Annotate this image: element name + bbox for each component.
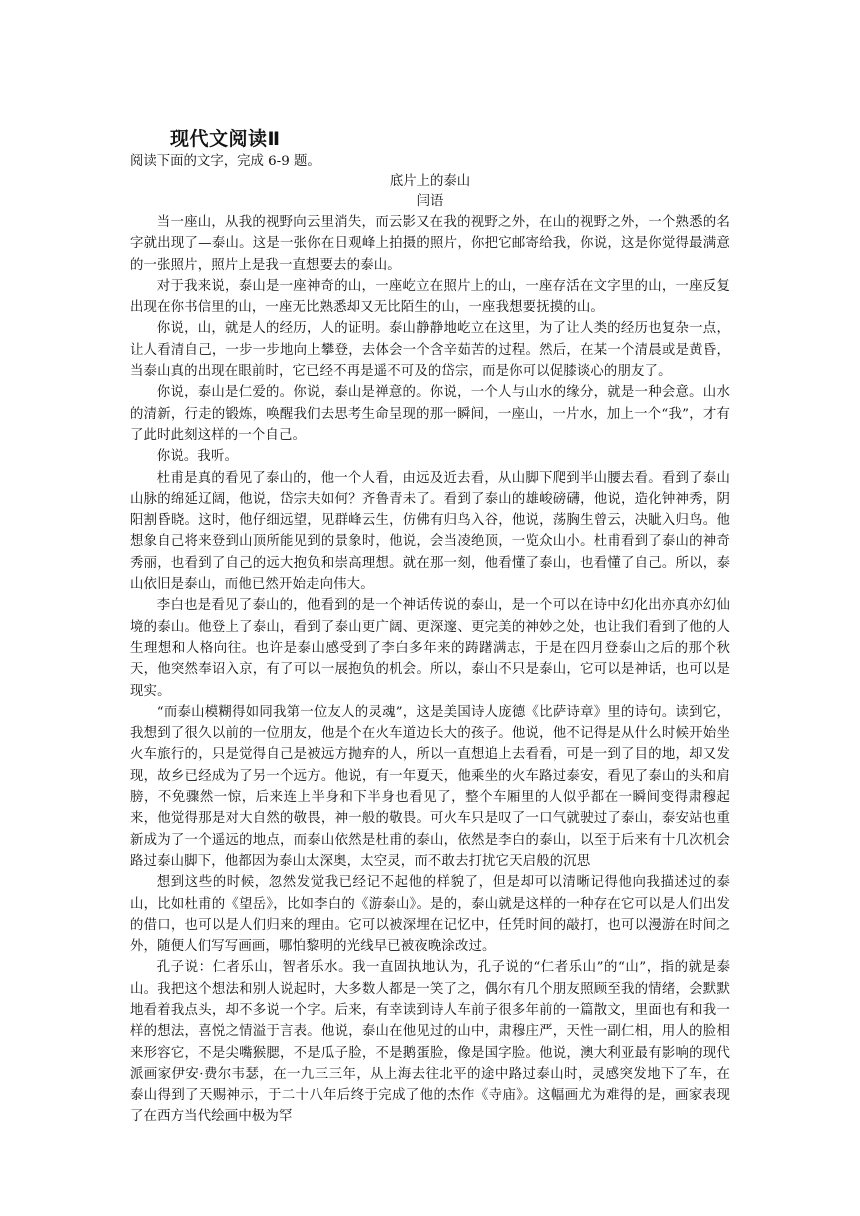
paragraph: “而泰山模糊得如同我第一位友人的灵魂”，这是美国诗人庞德《比萨诗章》里的诗句。读到它，我想到了很久以前的一位朋友，他是个在火车道边长大的孩子。他说，他不记得是从什么时候开始坐火车旅行的，只是觉得自己是被远方抛弃的人，所以一直想追上去看看，可是一到了目的地，却又发现，故乡已经成为了另一个远方。他说，有一年夏天，他乘坐的火车路过泰安，看见了泰山的头和肩膀，不免骤然一惊，后来连上半身和下半身也看见了，整个车厢里的人似乎都在一瞬间变得肃穆起来，他觉得那是对大自然的敬畏，神一般的敬畏。可火车只是叹了一口气就驶过了泰山，泰安站也重新成为了一个遥远的地点，而泰山依然是杜甫的泰山，依然是李白的泰山，以至于后来有十几次机会路过泰山脚下，他都因为泰山太深奥，太空灵，而不敢去打扰它天启般的沉思 bbox=[130, 704, 730, 869]
paragraph: 李白也是看见了泰山的，他看到的是一个神话传说的泰山，是一个可以在诗中幻化出亦真亦幻仙境的泰山。他登上了泰山，看到了泰山更广阔、更深邃、更完美的神妙之处，也让我们看到了他的人生理想和人格向往。也许是泰山感受到了李白多年来的踌躇满志，于是在四月登泰山之后的那个秋天，他突然奉诏入京，有了可以一展抱负的机会。所以，泰山不只是泰山，它可以是神话，也可以是现实。 bbox=[130, 598, 730, 699]
paragraph: 你说。我听。 bbox=[156, 449, 239, 465]
paragraph: 孔子说：仁者乐山，智者乐水。我一直固执地认为，孔子说的“仁者乐山”的“山”，指的就是泰山。我把这个想法和别人说起时，大多数人都是一笑了之，偶尔有几个朋友照顾至我的情绪，会默默地看着我点头，却不多说一个字。后来，有幸读到诗人车前子很多年前的一篇散文，里面也有和我一样的想法，喜悦之情溢于言表。他说，泰山在他见过的山中，肃穆庄严，天性一副仁相，用人的脸相来形容它，不是尖嘴猴腮，不是瓜子脸，不是鹅蛋脸，像是国字脸。他说，澳大利亚最有影响的现代派画家伊安·费尔韦瑟，在一九三三年，从上海去往北平的途中路过泰山时，灵感突发地下了车，在泰山得到了天赐神示，于二十八年后终于完成了他的杰作《寺庙》。这幅画尤为难得的是，画家表现了在西方当代绘画中极为罕 bbox=[130, 960, 730, 1125]
paragraph: 想到这些的时候，忽然发觉我已经记不起他的样貌了，但是却可以清晰记得他向我描述过的泰山，比如杜甫的《望岳》，比如李白的《游泰山》。是的，泰山就是这样的一种存在它可以是人们出发的借口，也可以是人们归来的理由。它可以被深埋在记忆中，任凭时间的敲打，也可以漫游在时间之外，随便人们写写画画，哪怕黎明的光线早已被夜晚涂改过。 bbox=[130, 875, 730, 955]
paragraph: 当一座山，从我的视野向云里消失，而云影又在我的视野之外，在山的视野之外，一个熟悉的名字就出现了—泰山。这是一张你在日观峰上拍摄的照片，你把它邮寄给我，你说，这是你觉得最满意的一张照片，照片上是我一直想要去的泰山。 bbox=[130, 215, 730, 273]
paragraph: 你说，泰山是仁爱的。你说，泰山是禅意的。你说，一个人与山水的缘分，就是一种会意。山水的清新，行走的锻炼，唤醒我们去思考生命呈现的那一瞬间，一座山，一片水，加上一个“我”，才有了此时此刻这样的一个自己。 bbox=[130, 385, 730, 443]
instruction-text: 阅读下面的文字，完成 6-9 题。 bbox=[130, 154, 321, 169]
document-page bbox=[130, 126, 730, 1128]
section-title: 现代文阅读Ⅱ bbox=[170, 128, 281, 150]
article-title: 底片上的泰山 bbox=[389, 174, 471, 189]
paragraph: 对于我来说，泰山是一座神奇的山，一座屹立在照片上的山，一座存活在文字里的山，一座反复出现在你书信里的山，一座无比熟悉却又无比陌生的山，一座我想要抚摸的山。 bbox=[130, 278, 730, 316]
paragraph: 你说，山，就是人的经历，人的证明。泰山静静地屹立在这里，为了让人类的经历也复杂一点，让人看清自己，一步一步地向上攀登，去体会一个含辛茹苦的过程。然后，在某一个清晨或是黄昏，当泰山真的出现在眼前时，它已经不再是遥不可及的岱宗，而是你可以促膝谈心的朋友了。 bbox=[130, 321, 730, 380]
paragraph: 杜甫是真的看见了泰山的，他一个人看，由远及近去看，从山脚下爬到半山腰去看。看到了泰山山脉的绵延辽阔，他说，岱宗夫如何？齐鲁青未了。看到了泰山的雄峻磅礴，他说，造化钟神秀，阴阳割昏晓。这时，他仔细远望，见群峰云生，仿佛有归鸟入谷，他说，荡胸生曾云，决眦入归鸟。他想象自己将来登到山顶所能见到的景象时，他说，会当凌绝顶，一览众山小。杜甫看到了泰山的神奇秀丽，也看到了自己的远大抱负和崇高理想。就在那一刻，他看懂了泰山，也看懂了自己。所以，泰山依旧是泰山，而他已然开始走向伟大。 bbox=[130, 470, 730, 593]
article-author: 闫语 bbox=[416, 194, 444, 209]
